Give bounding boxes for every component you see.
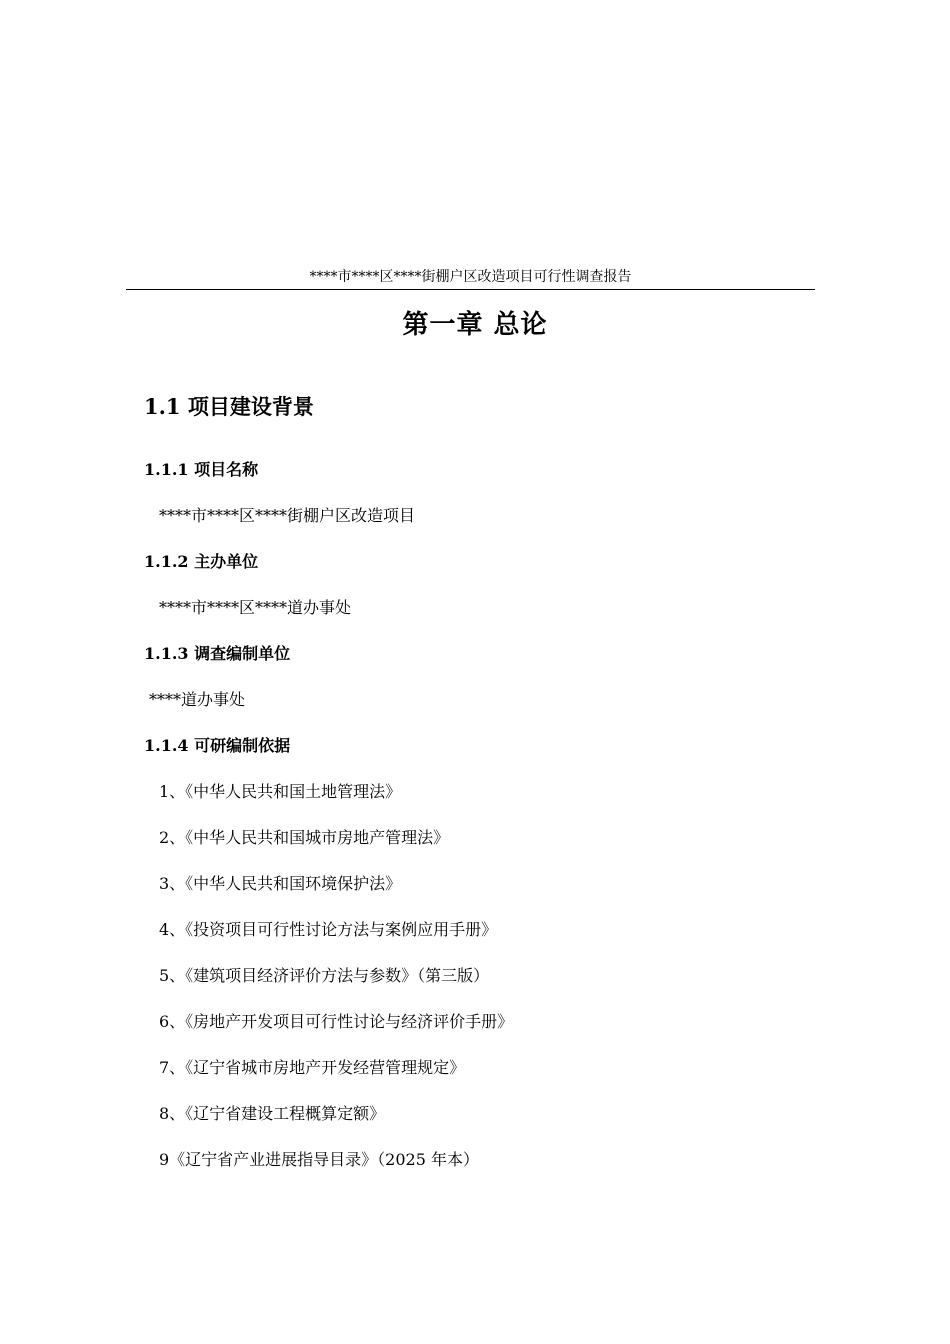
compiler-text: ****道办事处 [149,690,246,709]
section-title: 1.1 项目建设背景 [144,394,314,419]
running-header: ****市****区****街棚户区改造项目可行性调查报告 [309,269,632,285]
subsection-heading-sponsor: 1.1.2 主办单位 [144,552,259,571]
header-divider [126,289,815,290]
reference-item: 2、《中华人民共和国城市房地产管理法》 [159,828,450,847]
reference-item: 7、《辽宁省城市房地产开发经营管理规定》 [159,1058,466,1077]
subsection-heading-compiler: 1.1.3 调查编制单位 [144,644,291,663]
chapter-title: 第一章 总论 [402,310,548,340]
project-name-text: ****市****区****街棚户区改造项目 [159,506,416,525]
reference-item: 6、《房地产开发项目可行性讨论与经济评价手册》 [159,1012,514,1031]
reference-item: 4、《投资项目可行性讨论方法与案例应用手册》 [159,920,498,939]
sponsor-text: ****市****区****道办事处 [159,598,352,617]
reference-item: 3、《中华人民共和国环境保护法》 [159,874,402,893]
reference-list [159,781,513,1195]
reference-item: 1、《中华人民共和国土地管理法》 [159,782,402,801]
reference-item: 9《辽宁省产业进展指导目录》（2025 年本） [159,1150,479,1169]
subsection-heading-basis: 1.1.4 可研编制依据 [144,736,291,755]
reference-item: 5、《建筑项目经济评价方法与参数》（第三版） [159,966,490,985]
reference-item: 8、《辽宁省建设工程概算定额》 [159,1104,386,1123]
subsection-heading-project-name: 1.1.1 项目名称 [144,460,259,479]
